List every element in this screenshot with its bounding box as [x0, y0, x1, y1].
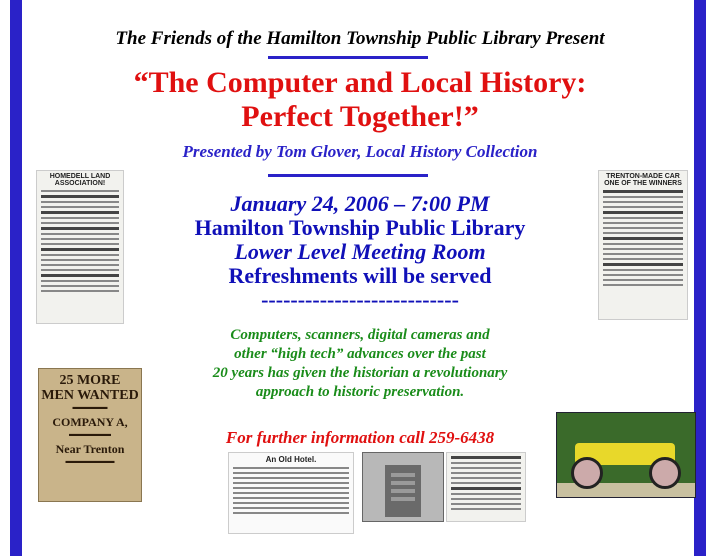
description-line-3: 20 years has given the historian a revolutionary: [212, 365, 508, 381]
title-line-1: “The Computer and Local History:: [133, 66, 587, 99]
description-line-1: Computers, scanners, digital cameras and: [230, 327, 490, 343]
page-title: [0, 66, 720, 134]
title-line-2: Perfect Together!”: [241, 100, 479, 133]
trenton-car-clipping: [598, 170, 688, 320]
contact-info: For further information call 259-6438: [225, 428, 495, 447]
land-clipping-heading: HOMEDELL LAND ASSOCIATION!: [49, 173, 111, 187]
byline: Presented by Tom Glover, Local History Collection: [182, 142, 538, 161]
poster-line-2: MEN WANTED: [41, 388, 139, 403]
old-hotel-clipping: [228, 452, 354, 534]
top-divider: [268, 56, 428, 59]
poster-line-1: 25 MORE: [59, 373, 121, 388]
event-date-time: January 24, 2006 – 7:00 PM: [230, 191, 490, 216]
antique-car-photo: [556, 412, 696, 498]
event-venue: Hamilton Township Public Library: [194, 215, 526, 240]
poster-line-3: COMPANY A,: [52, 415, 128, 429]
description-line-4: approach to historic preservation.: [255, 384, 465, 400]
description-line-2: other “high tech” advances over the past: [234, 346, 486, 362]
library-building-photo: [362, 452, 444, 522]
presenter-line: The Friends of the Hamilton Township Public Library Present: [115, 28, 605, 49]
dash-divider: ---------------------------: [261, 287, 459, 312]
recruitment-poster-image: 25 MORE MEN WANTED ▬▬▬▬▬ COMPANY A, ▬▬▬▬▬▬ Near Trenton ▬▬▬▬▬▬▬: [38, 368, 142, 502]
car-clipping-heading: TRENTON-MADE CAR ONE OF THE WINNERS: [604, 173, 682, 187]
poster-line-4: Near Trenton: [55, 442, 125, 456]
mid-divider: [268, 174, 428, 177]
hotel-clipping-heading: An Old Hotel.: [265, 455, 317, 464]
land-association-clipping: [36, 170, 124, 324]
historic-article-clipping: [446, 452, 526, 522]
refreshments-note: Refreshments will be served: [228, 263, 492, 288]
event-room: Lower Level Meeting Room: [234, 239, 486, 264]
